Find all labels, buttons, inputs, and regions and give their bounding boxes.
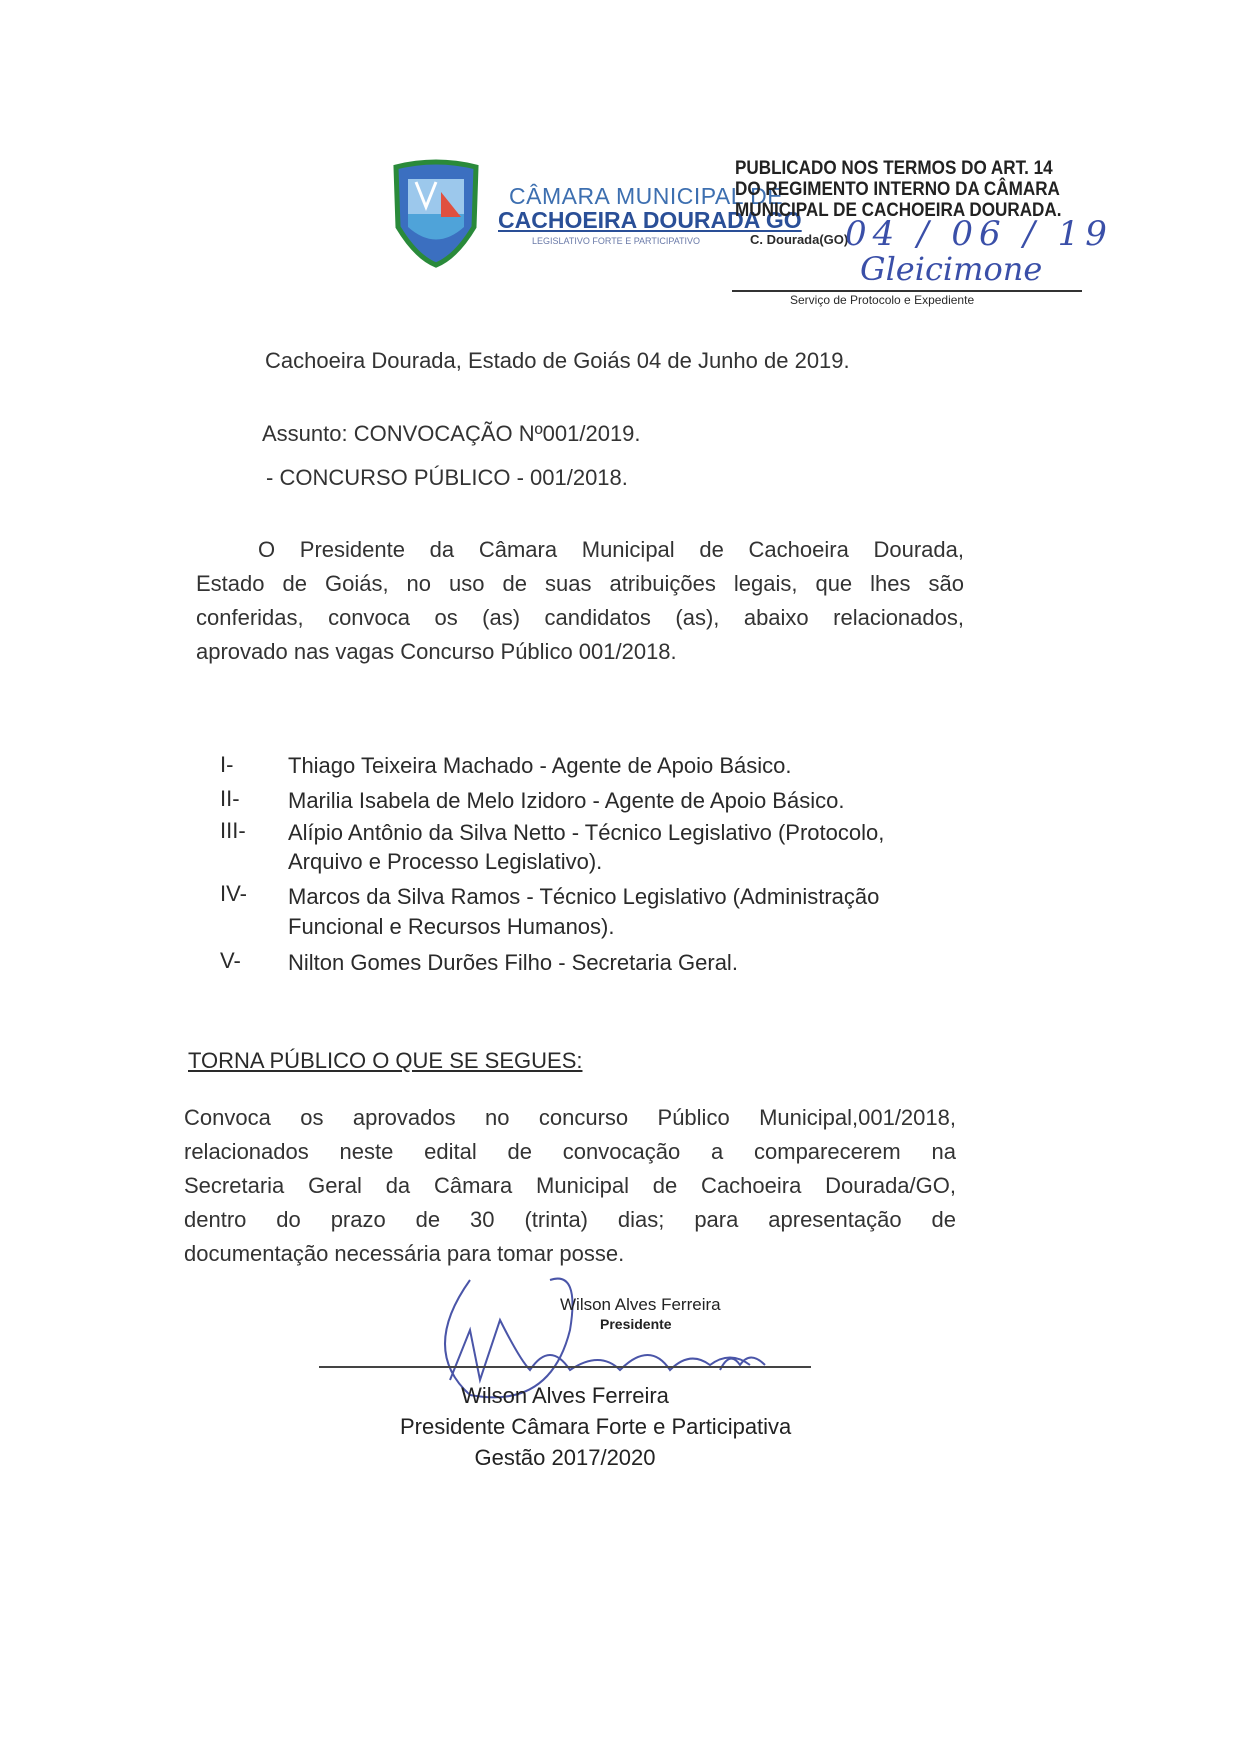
paragraph-line: documentação necessária para tomar posse.	[184, 1241, 625, 1266]
date-line: Cachoeira Dourada, Estado de Goiás 04 de Junho de 2019.	[265, 348, 850, 373]
institution-city: CACHOEIRA DOURADA GO	[498, 207, 802, 233]
list-item: Thiago Teixeira Machado - Agente de Apoio Básico.	[288, 753, 792, 778]
municipal-coat-of-arms-logo	[386, 157, 486, 269]
list-numeral: V-	[220, 948, 241, 973]
paragraph-line: dentro do prazo de 30 (trinta) dias; para apresentação de	[184, 1207, 956, 1232]
handwritten-signature	[430, 1270, 810, 1400]
stamp-signature-line	[732, 290, 1082, 292]
list-item: Nilton Gomes Durões Filho - Secretaria Geral.	[288, 950, 738, 975]
subject-line: - CONCURSO PÚBLICO - 001/2018.	[266, 465, 628, 490]
list-item: Alípio Antônio da Silva Netto - Técnico Legislativo (Protocolo,	[288, 820, 885, 845]
list-numeral: III-	[220, 818, 246, 843]
paragraph-line: Convoca os aprovados no concurso Público Municipal,001/2018,	[184, 1105, 956, 1130]
paragraph-line: relacionados neste edital de convocação a comparecerem na	[184, 1139, 956, 1164]
signer-name: Wilson Alves Ferreira	[461, 1383, 669, 1408]
paragraph-line: Secretaria Geral da Câmara Municipal de Cachoeira Dourada/GO,	[184, 1173, 956, 1198]
institution-motto: LEGISLATIVO FORTE E PARTICIPATIVO	[532, 236, 701, 246]
list-numeral: I-	[220, 752, 234, 777]
paragraph-line: aprovado nas vagas Concurso Público 001/2018.	[196, 639, 677, 664]
list-item: Marilia Isabela de Melo Izidoro - Agente de Apoio Básico.	[288, 788, 845, 813]
paragraph-line: O Presidente da Câmara Municipal de Cachoeira Dourada,	[258, 537, 964, 562]
signature-stamp-title: Presidente	[600, 1316, 672, 1332]
paragraph-line: conferidas, convoca os (as) candidatos (as), abaixo relacionados,	[196, 605, 964, 630]
paragraph-line: Estado de Goiás, no uso de suas atribuições legais, que lhes são	[196, 571, 964, 596]
publication-stamp	[735, 158, 1061, 221]
stamp-line: DO REGIMENTO INTERNO DA CÂMARA	[735, 179, 1060, 200]
body-paragraph	[184, 1101, 956, 1271]
signature-stamp-name: Wilson Alves Ferreira	[560, 1295, 721, 1314]
list-numeral: IV-	[220, 881, 247, 906]
list-numeral: II-	[220, 786, 240, 811]
list-item: Funcional e Recursos Humanos).	[288, 914, 615, 939]
stamp-line: PUBLICADO NOS TERMOS DO ART. 14	[735, 158, 1053, 179]
list-item: Arquivo e Processo Legislativo).	[288, 849, 603, 874]
section-title: TORNA PÚBLICO O QUE SE SEGUES:	[188, 1048, 583, 1073]
institution-name: CÂMARA MUNICIPAL DE	[509, 183, 784, 209]
stamp-line: MUNICIPAL DE CACHOEIRA DOURADA.	[735, 200, 1062, 221]
signature-line	[319, 1366, 811, 1368]
stamp-place-label: C. Dourada(GO)	[750, 232, 849, 247]
subject-line: Assunto: CONVOCAÇÃO Nº001/2019.	[262, 421, 641, 446]
stamp-handwritten-date: 04 / 06 / 19	[845, 214, 1113, 254]
list-item: Marcos da Silva Ramos - Técnico Legislativo (Administração	[288, 884, 880, 909]
signer-term: Gestão 2017/2020	[474, 1445, 656, 1470]
stamp-caption: Serviço de Protocolo e Expediente	[790, 293, 975, 307]
signer-title: Presidente Câmara Forte e Participativa	[400, 1414, 792, 1439]
stamp-signature: Gleicimone	[860, 250, 1043, 288]
intro-paragraph	[196, 533, 964, 669]
